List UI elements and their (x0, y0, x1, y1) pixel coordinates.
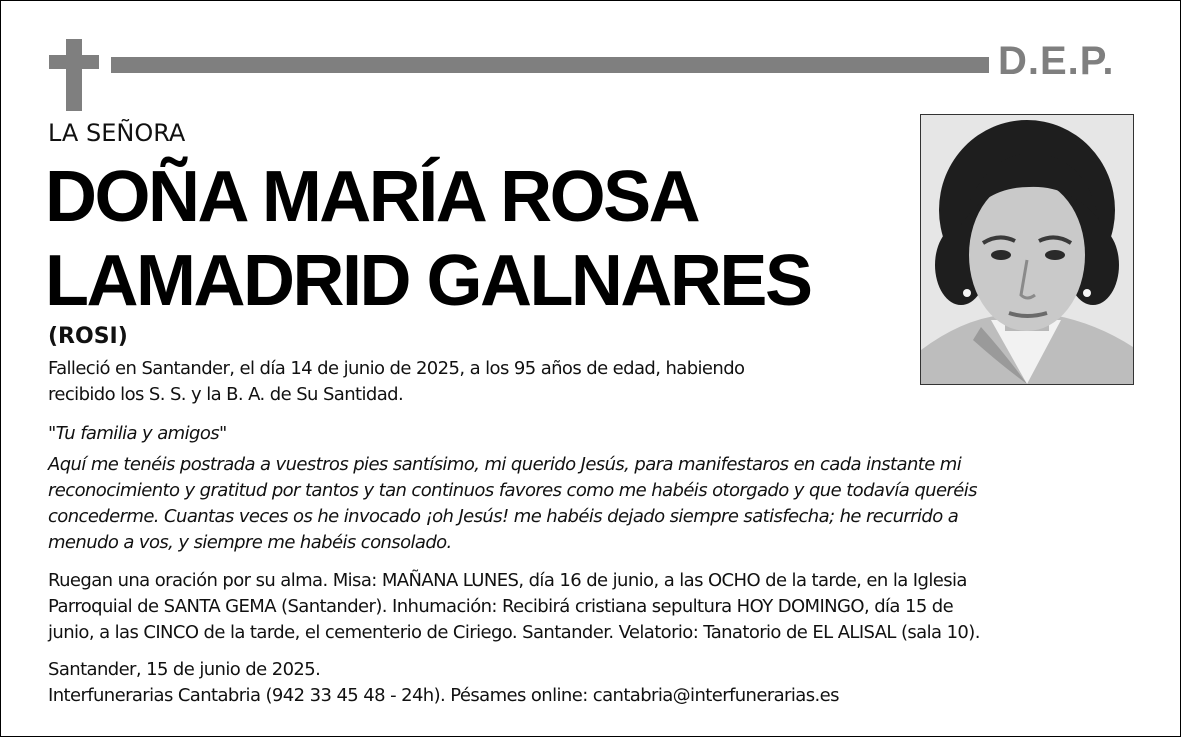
name-line-2: LAMADRID GALNARES (45, 241, 811, 321)
service-line: Ruegan una oración por su alma. Misa: MAÑANA LUNES, día 16 de junio, a las OCHO de la tarde, en la Iglesia (48, 570, 967, 591)
deceased-name (45, 155, 905, 323)
service-line: junio, a las CINCO de la tarde, el cementerio de Ciriego. Santander. Velatorio: Tanatorio de EL ALISAL (sala 10). (48, 622, 980, 643)
header-rule (111, 57, 989, 73)
contact-line: Interfunerarias Cantabria (942 33 45 48 - 24h). Pésames online: cantabria@interfunerarias.es (48, 685, 839, 706)
honorific: LA SEÑORA (48, 119, 186, 147)
death-notice-line: recibido los S. S. y la B. A. de Su Santidad. (48, 384, 404, 405)
service-details (48, 568, 980, 646)
dedication-title (48, 421, 227, 447)
footer (48, 657, 839, 709)
nickname: (ROSI) (48, 324, 128, 349)
date-line: Santander, 15 de junio de 2025. (48, 659, 321, 680)
death-notice (48, 356, 744, 408)
dedication-prayer (48, 452, 977, 556)
prayer-line: menudo a vos, y siempre me habéis consolado. (48, 532, 452, 553)
cross-icon (49, 39, 99, 111)
service-line: Parroquial de SANTA GEMA (Santander). Inhumación: Recibirá cristiana sepultura HOY DOMINGO, día 15 de (48, 596, 954, 617)
death-notice-line: Falleció en Santander, el día 14 de junio de 2025, a los 95 años de edad, habiendo (48, 358, 745, 379)
dep-label: D.E.P. (998, 39, 1115, 83)
portrait-photo (920, 114, 1134, 385)
name-line-1: DOÑA MARÍA ROSA (45, 157, 699, 237)
portrait-illustration (921, 115, 1133, 384)
prayer-line: Aquí me tenéis postrada a vuestros pies santísimo, mi querido Jesús, para manifestaros en cada instante mi (48, 454, 962, 475)
dedication-title-text: "Tu familia y amigos" (48, 423, 227, 444)
prayer-line: reconocimiento y gratitud por tantos y tan continuos favores como me habéis otorgado y que todavía queréis (48, 480, 977, 501)
prayer-line: concederme. Cuantas veces os he invocado ¡oh Jesús! me habéis dejado siempre satisfecha; he recurrido a (48, 506, 959, 527)
